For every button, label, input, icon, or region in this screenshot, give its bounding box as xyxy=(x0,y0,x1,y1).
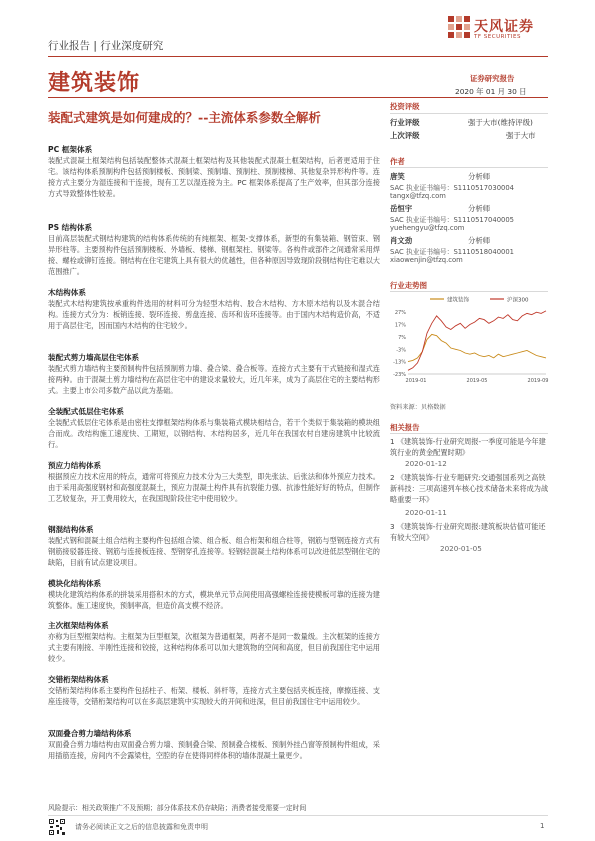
section-body: 装配式木结构建筑按承重构件选用的材料可分为轻型木结构、胶合木结构、方木原木结构以及木混合结构。连接方式分为：板销连接、裂环连接、剪盘连接、齿环和齿环连接等。由于国内木结构造价高，不适用于高层住宅，因而国内木结构的住宅较少。 xyxy=(48,299,380,330)
risk-warning: 风险提示：相关政策推广不及预期；部分体系技术仍存缺陷；消费者接受需要一定时间 xyxy=(48,804,307,812)
chart-divider xyxy=(390,291,548,292)
section-body: 装配式剪力墙结构主要预制构件包括预制剪力墙、叠合梁、叠合板等。连接方式主要有干式链接和湿式连接两种。由于混凝土剪力墙结构在高层住宅中的建设求量较大，近几年来，成为了高层住宅的主要结构形式。主要上市公司多数产品以此为基础。 xyxy=(48,364,380,395)
section-body: 模块化建筑结构体系的拼装采用搭积木的方式，模块单元节点间使用高强螺栓连接使模板可靠的连接为建筑整体。施工速度快，预制率高，但造价高支模不经济。 xyxy=(48,590,380,610)
section-heading: 木结构体系 xyxy=(48,288,86,297)
related-heading: 相关报告 xyxy=(390,423,420,432)
section-body: 装配式钢和混凝土组合结构主要构件包括组合梁、组合板、组合桁架和组合柱等，钢筋与型钢连接方式有钢筋接驳器连接、钢筋与连接板连接、型钢穿孔连接等。轻钢轻混凝土结构体系可以改进低层型钢住宅的缺陷，目前有试点建设项目。 xyxy=(48,536,380,567)
company-logo-text: 天风证券 xyxy=(474,19,534,35)
footer-disclaimer[interactable]: 请务必阅读正文之后的信息披露和免责申明 xyxy=(75,823,208,831)
report-type: 证券研究报告 xyxy=(470,74,515,83)
section-heading: 双面叠合剪力墙结构体系 xyxy=(48,729,132,738)
chart-heading: 行业走势图 xyxy=(390,281,427,290)
author-name: 肖文劲 xyxy=(390,236,413,245)
rating-value-current: 强于大市(维持评级) xyxy=(468,118,533,127)
author-cert: SAC 执业证书编号：S1110517040005 xyxy=(390,216,514,224)
series-line xyxy=(408,334,546,361)
author-role: 分析师 xyxy=(468,204,491,213)
legend-label: 建筑装饰 xyxy=(447,297,470,304)
section-heading: 全装配式低层住宅体系 xyxy=(48,407,124,416)
header-rule xyxy=(48,56,548,57)
related-report-date: 2020-01-11 xyxy=(405,508,447,517)
report-date: 2020 年 01 月 30 日 xyxy=(455,87,527,96)
section-heading: 装配式剪力墙高层住宅体系 xyxy=(48,353,140,362)
related-report-item[interactable]: 3 《建筑装饰-行业研究周报:建筑板块估值可能还有较大空间》 xyxy=(390,522,546,542)
y-tick-label: -13% xyxy=(393,359,406,366)
author-name: 岳恒宇 xyxy=(390,204,413,213)
report-subtitle: 装配式建筑是如何建成的？--主流体系参数全解析 xyxy=(48,110,321,125)
x-tick-label: 2019-01 xyxy=(405,378,427,384)
section-heading: 钢混结构体系 xyxy=(48,525,94,534)
rating-value-prev: 强于大市 xyxy=(506,131,536,140)
chart-source: 资料来源：贝格数据 xyxy=(390,404,446,411)
qr-code-icon xyxy=(48,818,66,836)
y-tick-label: 17% xyxy=(394,322,406,329)
rating-label-prev: 上次评级 xyxy=(390,131,420,140)
y-tick-label: 7% xyxy=(398,334,406,341)
section-heading: PS 结构体系 xyxy=(48,223,93,232)
author-email[interactable]: yuehengyu@tfzq.com xyxy=(390,224,465,232)
section-body: 交错桁架结构体系主要构件包括柱子、桁架、楼板、斜杆等，连接方式主要包括夹板连接，摩擦连接、支座连接等，交错桁架结构可以在多高层建筑中实现较大的开间和进深，但目前我国住宅中运用较少。 xyxy=(48,686,380,706)
page-title: 建筑装饰 xyxy=(48,71,141,96)
related-report-date: 2020-01-12 xyxy=(405,459,447,468)
author-role: 分析师 xyxy=(468,236,491,245)
author-name: 唐笑 xyxy=(390,172,405,181)
section-heading: 交错桁架结构体系 xyxy=(48,675,109,684)
series-line xyxy=(408,311,546,370)
section-heading: 主次框架结构体系 xyxy=(48,621,109,630)
author-cert: SAC 执业证书编号：S1110517030004 xyxy=(390,184,514,192)
x-tick-label: 2019-09 xyxy=(527,378,549,384)
section-body: 根据预应力技术应用的特点，通常可将预应力技术分为三大类型，即先张法、后张法和体外预应力技术。由于采用高强度钢材和高强度混凝土，预应力混凝土构件具有抗裂能力强、抗渗性能好好的特点，但制作工艺较复杂，开工费用较大，在我国现阶段住宅中使用较少。 xyxy=(48,472,380,503)
x-tick-label: 2019-05 xyxy=(466,378,488,384)
section-body: 双面叠合剪力墙结构由双面叠合剪力墙、预制叠合梁、预制叠合楼板、预制外挂凸窗等预制构件组成，采用插筋连接，房间内不会露梁柱，空腔的存在使得同样体积的墙体混凝土量更少。 xyxy=(48,740,380,760)
related-divider xyxy=(390,433,548,434)
page-number: 1 xyxy=(540,822,545,830)
rating-label-current: 行业评级 xyxy=(390,118,420,127)
rating-heading: 投资评级 xyxy=(390,102,420,111)
section-heading: 预应力结构体系 xyxy=(48,461,102,470)
y-tick-label: -3% xyxy=(396,347,406,354)
company-logo-icon xyxy=(446,14,472,44)
section-heading: 模块化结构体系 xyxy=(48,579,102,588)
author-cert: SAC 执业证书编号：S1110518040001 xyxy=(390,248,514,256)
y-tick-label: 27% xyxy=(394,310,406,317)
legend-label: 沪深300 xyxy=(507,297,529,304)
authors-heading: 作者 xyxy=(390,157,405,166)
industry-trend-chart xyxy=(390,294,550,394)
authors-divider xyxy=(390,167,548,168)
related-report-date: 2020-01-05 xyxy=(440,544,482,553)
title-rule xyxy=(48,97,548,98)
author-email[interactable]: xiaowenjin@tfzq.com xyxy=(390,256,463,264)
section-body: 目前高层装配式钢结构建筑的结构体系传统的有纯框架、框架-支撑体系，新型的有集装箱、钢管束、钢异形柱等。主要预构件包括预制楼板、外墙板、楼梯、钢框架柱、钢梁等。各构件或部件之间通常采用焊接、螺栓或铆钉连接。钢结构在住宅建筑上具有很大的优越性，但各种原因导致现阶段钢结构住宅难以大范围推广。 xyxy=(48,234,380,276)
footer-rule xyxy=(48,815,548,816)
author-email[interactable]: tangx@tfzq.com xyxy=(390,192,446,200)
section-body: 亦称为巨型框架结构。主框架为巨型框架，次框架为普通框架，两者不是同一数量级。主次框架的连接方式主要有刚接、半刚性连接和铰接，这种结构体系可以加大建筑物的空间和高度，但目前我国住宅中运用较少。 xyxy=(48,632,380,663)
section-heading: PC 框架体系 xyxy=(48,145,93,154)
y-tick-label: -23% xyxy=(393,372,406,378)
section-body: 装配式混凝土框架结构包括装配整体式混凝土框架结构及其他装配式混凝土框架结构，后者更适用于住宅。该结构体系预制构件包括预制楼板、预制梁、预制墙、预制柱、预制楼梯、其他复杂异形构件等。连接方式主要分为湿连接和干连接，现有工艺以湿连接为主。PC 框架体系提高了生产效率，但其部分连接方式导致整体性较差。 xyxy=(48,156,380,198)
rating-divider xyxy=(390,113,548,114)
company-logo-en: TF SECURITIES xyxy=(474,34,521,40)
related-report-item[interactable]: 2 《建筑装饰-行业专题研究:交通强国系列之高铁新科技：三项高速列车核心技术储备未来将成为战略重要一环》 xyxy=(390,473,549,504)
section-body: 全装配式低层住宅体系是由密柱支撑框架结构体系与集装箱式模块相结合，若干个类似于集装箱的模块组合而成。改结构施工速度快、工期短，以钢结构、木结构居多，近几年在我国农村自建房建筑中比较流行。 xyxy=(48,418,380,449)
author-role: 分析师 xyxy=(468,172,491,181)
related-report-item[interactable]: 1 《建筑装饰-行业研究周报-一季度可能是今年建筑行业的黄金配置时期》 xyxy=(390,437,546,457)
report-category: 行业报告 | 行业深度研究 xyxy=(48,40,164,52)
